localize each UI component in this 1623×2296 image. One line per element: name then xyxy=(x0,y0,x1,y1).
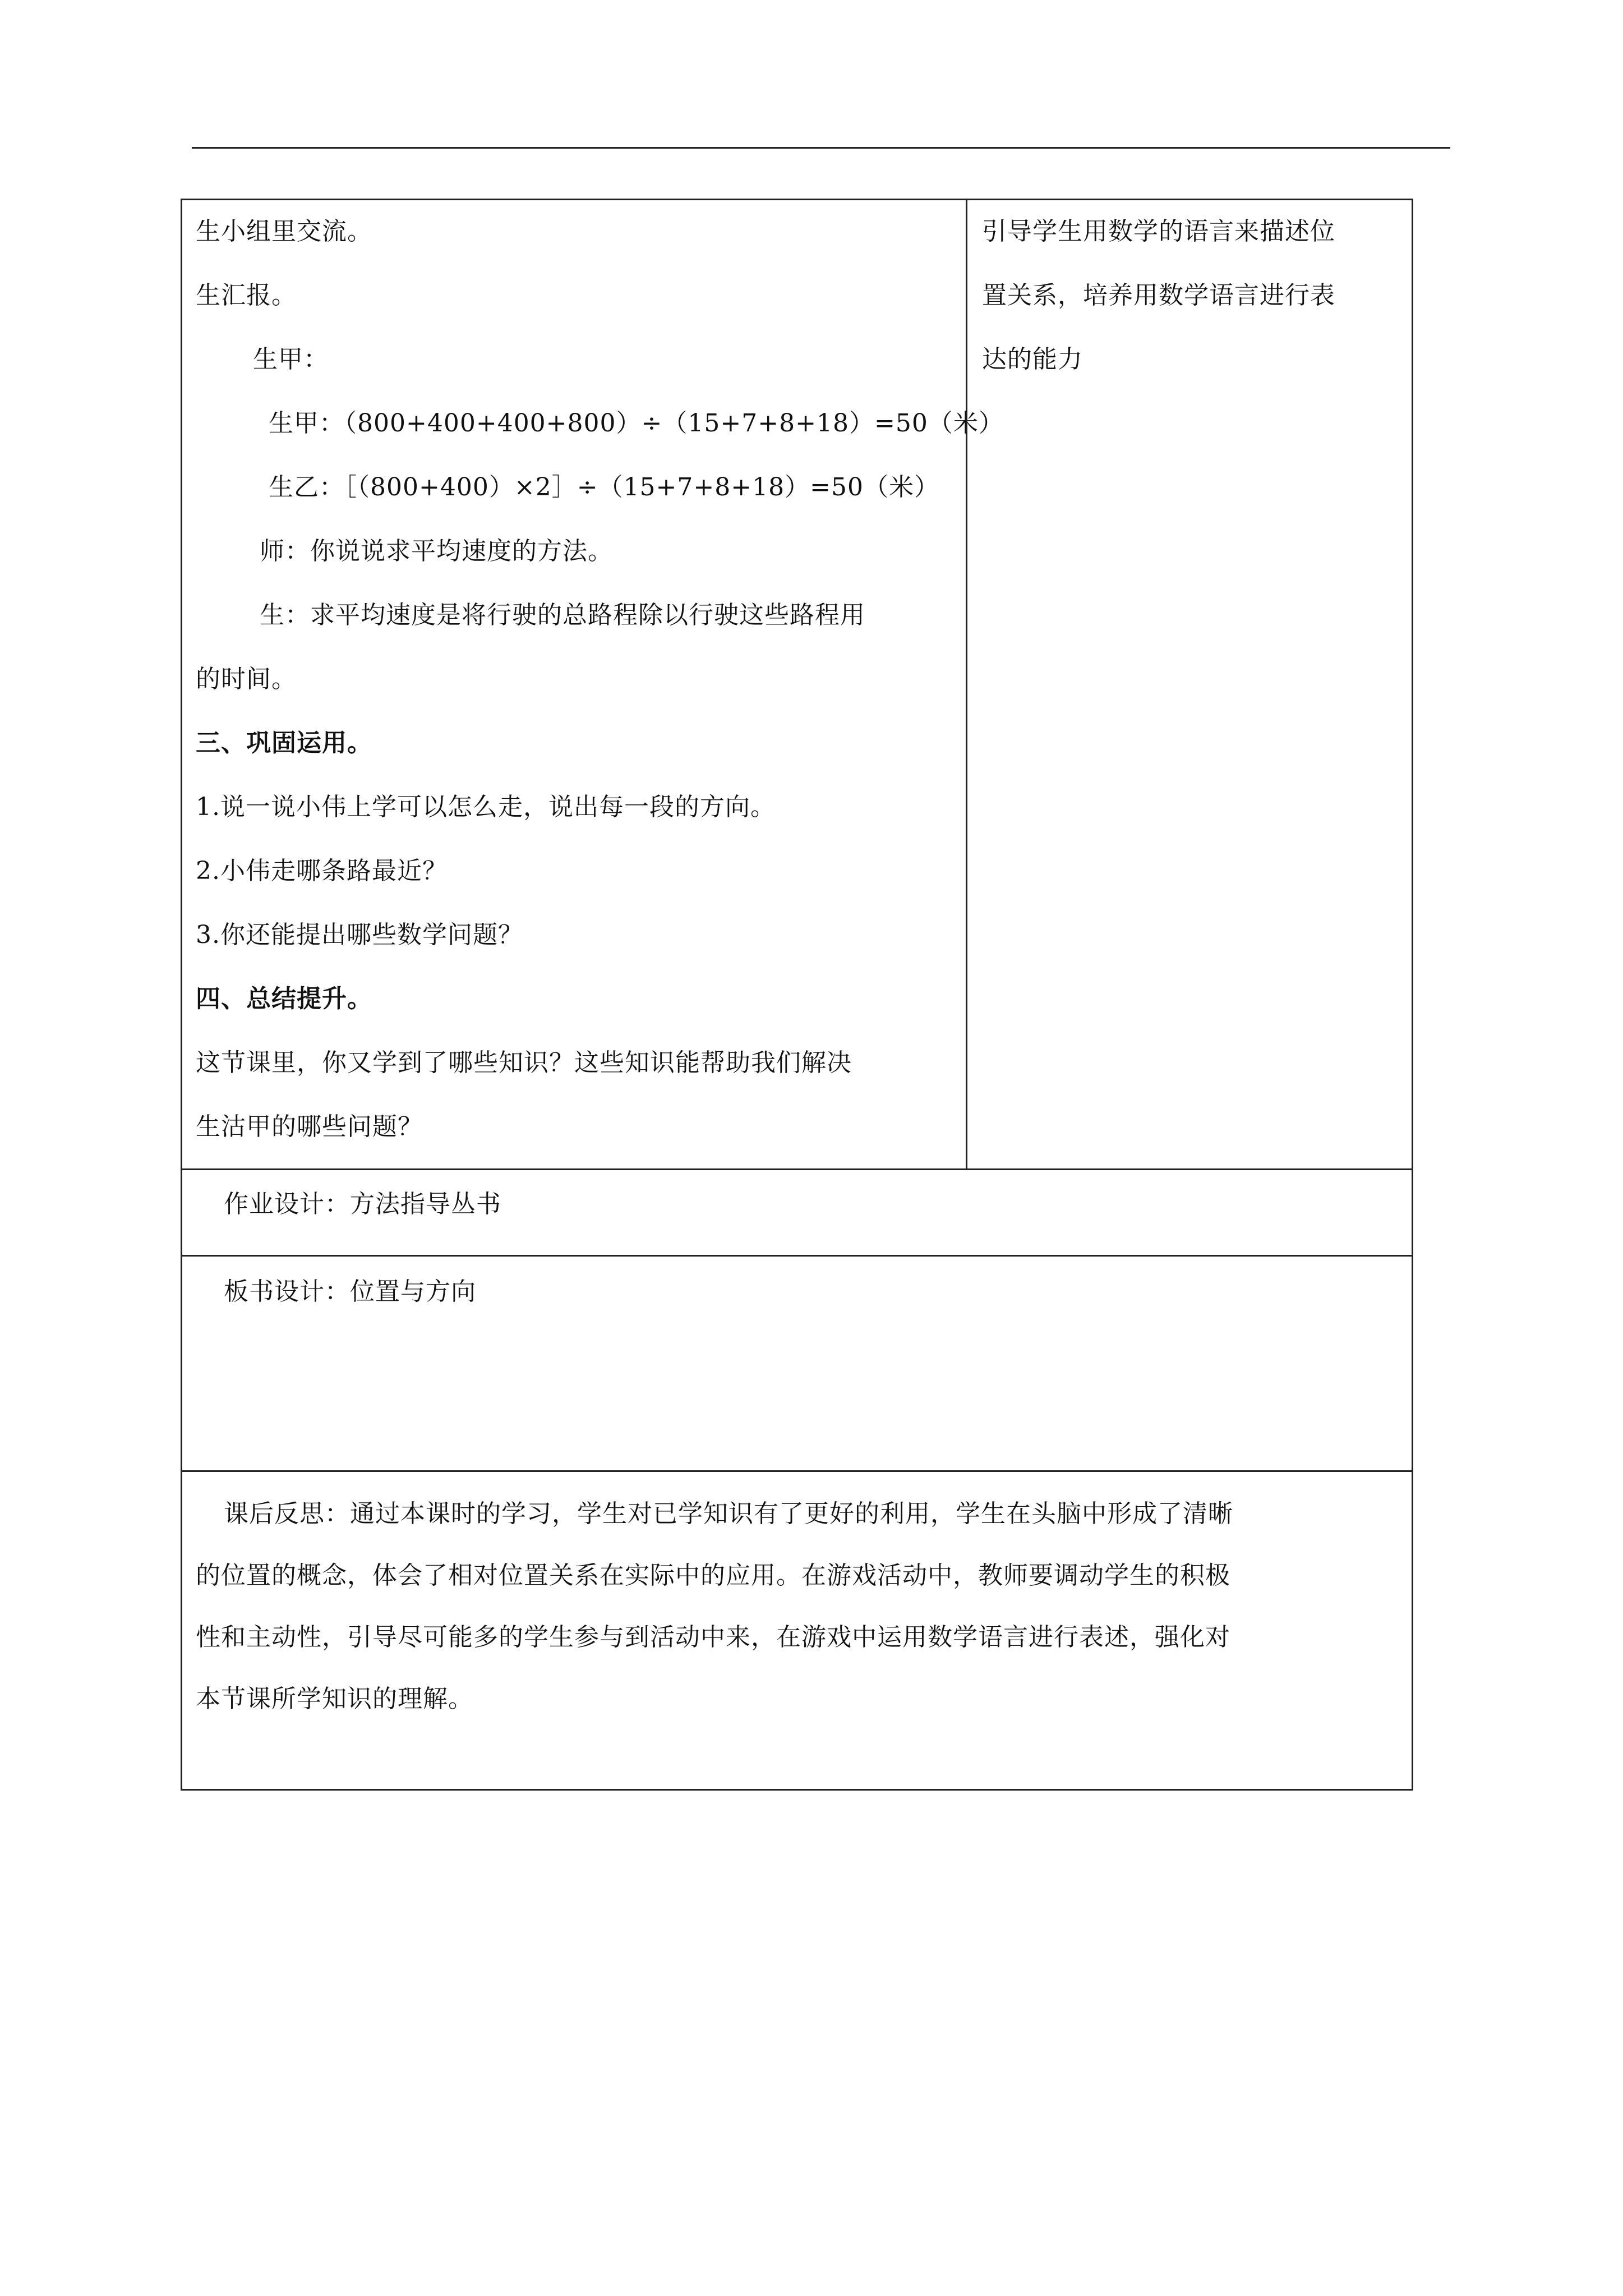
reflection-line: 的位置的概念，体会了相对位置关系在实际中的应用。在游戏活动中，教师要调动学生的积极 xyxy=(196,1561,1230,1590)
reflection-line: 课后反思：通过本课时的学习，学生对已学知识有了更好的利用，学生在头脑中形成了清晰 xyxy=(224,1499,1233,1528)
reflection-line: 性和主动性，引导尽可能多的学生参与到活动中来，在游戏中运用数学语言进行表述，强化对 xyxy=(196,1623,1230,1651)
teaching-process-cell xyxy=(182,200,1004,1168)
text-line: 引导学生用数学的语言来描述位 xyxy=(982,217,1335,246)
text-line: 达的能力 xyxy=(982,345,1083,374)
list-item: 2.小伟走哪条路最近？ xyxy=(196,857,448,885)
reflection-cell xyxy=(182,1470,1412,1789)
text-line: 置关系，培养用数学语言进行表 xyxy=(982,281,1335,310)
page-header-rule xyxy=(192,147,1450,149)
board-design-cell xyxy=(182,1255,1412,1470)
reflection-line: 本节课所学知识的理解。 xyxy=(196,1685,473,1713)
homework-text: 作业设计：方法指导丛书 xyxy=(224,1190,501,1218)
list-item: 1.说一说小伟上学可以怎么走，说出每一段的方向。 xyxy=(196,793,776,821)
text-line: 的时间。 xyxy=(196,665,297,693)
text-line: 生小组里交流。 xyxy=(196,217,372,246)
student-b-formula: 生乙：［（800+400）×2］÷（15+7+8+18）=50（米） xyxy=(269,473,939,501)
text-line: 生：求平均速度是将行驶的总路程除以行驶这些路程用 xyxy=(260,601,865,629)
homework-cell xyxy=(182,1168,1412,1255)
design-intent-cell xyxy=(967,200,1412,1168)
text-line: 这节课里，你又学到了哪些知识？这些知识能帮助我们解决 xyxy=(196,1048,852,1077)
lesson-plan-table xyxy=(181,199,1413,1791)
text-line: 生甲： xyxy=(253,345,329,374)
text-line: 生汇报。 xyxy=(196,281,297,310)
student-a-formula: 生甲：（800+400+400+800）÷（15+7+8+18）=50（米） xyxy=(269,409,1004,438)
section-heading: 三、巩固运用。 xyxy=(196,729,372,757)
text-line: 生沽甲的哪些问题？ xyxy=(196,1112,423,1141)
list-item: 3.你还能提出哪些数学问题？ xyxy=(196,921,523,949)
text-line: 师：你说说求平均速度的方法。 xyxy=(260,537,613,565)
board-design-text: 板书设计：位置与方向 xyxy=(224,1277,476,1306)
section-heading: 四、总结提升。 xyxy=(196,984,372,1013)
